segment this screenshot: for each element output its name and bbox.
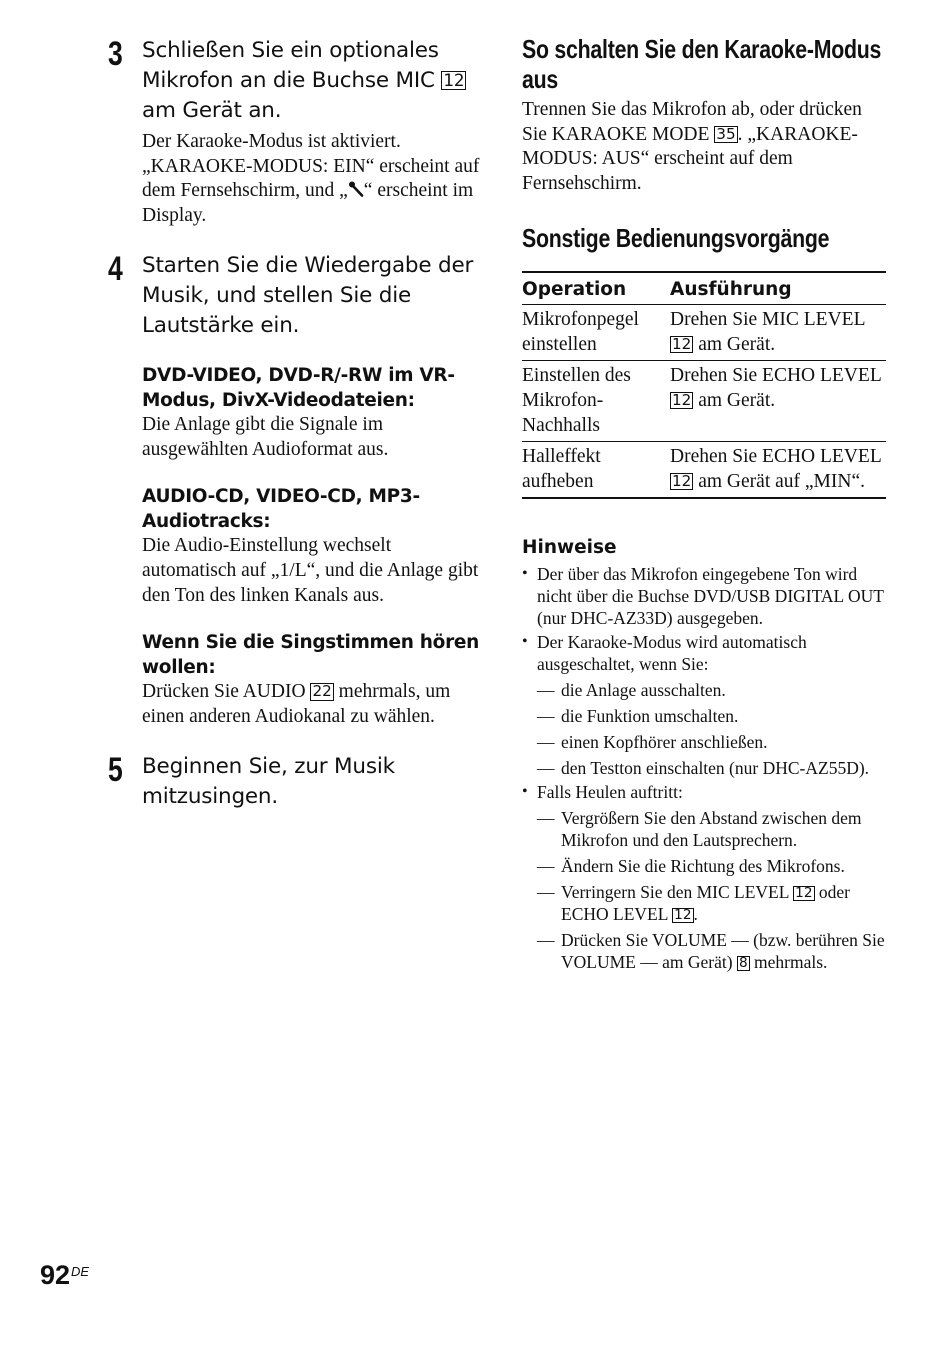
note-item: • Der über das Mikrofon eingegebene Ton wird nicht über die Buchse DVD/USB DIGITAL OUT (nur DHC-AZ33D) ausgegeben. — [522, 563, 884, 628]
step-3 — [108, 36, 480, 229]
section-heading-karaoke-off: So schalten Sie den Karaoke-Modus aus — [522, 34, 882, 94]
control-number-box: 12 — [672, 472, 692, 491]
operation-cell: Halleffekt aufheben — [522, 442, 670, 498]
step-number: 3 — [108, 35, 123, 73]
step-body: Der Karaoke-Modus ist aktiviert. „KARAOKE-MODUS: EIN“ erscheint auf dem Fernsehschirm, und „ “ erscheint im Display. — [142, 131, 480, 227]
step-4 — [108, 251, 480, 730]
note-subitem: — den Testton einschalten (nur DHC-AZ55D). — [537, 757, 870, 778]
dash-icon: — — [537, 929, 555, 950]
column-header-execution: Ausführung — [670, 272, 886, 305]
microphone-icon — [348, 181, 364, 197]
note-subitem: — Drücken Sie VOLUME — (bzw. berühren Sie VOLUME — am Gerät) 8 mehrmals. — [537, 929, 885, 972]
dash-icon: — — [537, 679, 555, 700]
operations-table — [522, 271, 886, 499]
dash-icon: — — [537, 757, 555, 778]
note-subitem: — Verringern Sie den MIC LEVEL 12 oder ECHO LEVEL 12 . — [537, 881, 850, 924]
step-title: Beginnen Sie, zur Musik mitzusingen. — [142, 753, 395, 809]
sub-section-audio-cd — [142, 484, 480, 608]
bullet-icon: • — [522, 782, 528, 800]
sub-heading: DVD-VIDEO, DVD-R/-RW im VR-Modus, DivX-Videodateien: — [142, 364, 455, 411]
execution-cell: Drehen Sie MIC LEVEL 12 am Gerät. — [670, 304, 886, 360]
left-column — [108, 36, 480, 834]
step-number: 5 — [108, 750, 123, 789]
jack-number-box: 12 — [443, 70, 465, 90]
sub-section-vocals — [142, 630, 480, 729]
execution-cell: Drehen Sie ECHO LEVEL 12 am Gerät auf „MIN“. — [670, 442, 886, 498]
note-subitem: — einen Kopfhörer anschließen. — [537, 731, 768, 752]
control-number-box: 12 — [795, 884, 813, 901]
notes-heading: Hinweise — [522, 536, 617, 558]
column-header-operation: Operation — [522, 272, 670, 305]
dash-icon: — — [537, 881, 555, 902]
control-number-box: 12 — [674, 906, 692, 923]
dash-icon: — — [537, 855, 555, 876]
operation-cell: Einstellen des Mikrofon-Nachhalls — [522, 361, 670, 442]
sub-text: Die Anlage gibt die Signale im ausgewählten Audioformat aus. — [142, 413, 389, 460]
note-item: • Der Karaoke-Modus wird automatisch ausgeschaltet, wenn Sie: — [522, 631, 807, 674]
table-row — [522, 304, 886, 360]
operation-cell: Mikrofonpegel einstellen — [522, 304, 670, 360]
right-column — [522, 34, 886, 973]
button-number-box: 35 — [716, 124, 736, 143]
step-title: Starten Sie die Wiedergabe der Musik, und stellen Sie die Lautstärke ein. — [142, 252, 474, 338]
sub-heading: AUDIO-CD, VIDEO-CD, MP3-Audiotracks: — [142, 486, 420, 533]
section-heading-other-ops: Sonstige Bedienungsvorgänge — [522, 222, 830, 253]
karaoke-off-text: Trennen Sie das Mikrofon ab, oder drücken Sie KARAOKE MODE 35 . „KARAOKE-MODUS: AUS“ erscheint auf dem Fernsehschirm. — [522, 99, 862, 195]
sub-text: Die Audio-Einstellung wechselt automatisch auf „1/L“, und die Anlage gibt den Ton des linken Kanals aus. — [142, 535, 479, 606]
dash-icon: — — [537, 731, 555, 752]
bullet-icon: • — [522, 632, 528, 650]
button-number-box: 22 — [312, 682, 332, 701]
table-header-row — [522, 272, 886, 305]
table-row — [522, 361, 886, 442]
note-subitem: — Vergrößern Sie den Abstand zwischen dem Mikrofon und den Lautsprechern. — [537, 807, 862, 850]
execution-cell: Drehen Sie ECHO LEVEL 12 am Gerät. — [670, 361, 886, 442]
note-subitem: — die Anlage ausschalten. — [537, 679, 726, 700]
note-subitem: — die Funktion umschalten. — [537, 705, 739, 726]
table-row — [522, 442, 886, 498]
step-number: 4 — [108, 249, 123, 288]
bullet-icon: • — [522, 564, 528, 582]
dash-icon: — — [537, 807, 555, 828]
control-number-box: 12 — [672, 390, 692, 409]
sub-section-dvd — [142, 363, 480, 462]
control-number-box: 12 — [672, 334, 692, 353]
step-title: Schließen Sie ein optionales Mikrofon an die Buchse MIC 12 am Gerät an. — [142, 38, 465, 123]
dash-icon: — — [537, 705, 555, 726]
sub-heading: Wenn Sie die Singstimmen hören wollen: — [142, 632, 480, 679]
page-number: 92DE — [40, 1260, 90, 1290]
note-subitem: — Ändern Sie die Richtung des Mikrofons. — [537, 855, 845, 876]
control-number-box: 8 — [738, 954, 748, 971]
sub-text: Drücken Sie AUDIO 22 mehrmals, um einen anderen Audiokanal zu wählen. — [142, 681, 451, 728]
note-item: • Falls Heulen auftritt: — [522, 781, 683, 802]
step-5 — [108, 752, 480, 812]
language-code: DE — [71, 1264, 90, 1279]
